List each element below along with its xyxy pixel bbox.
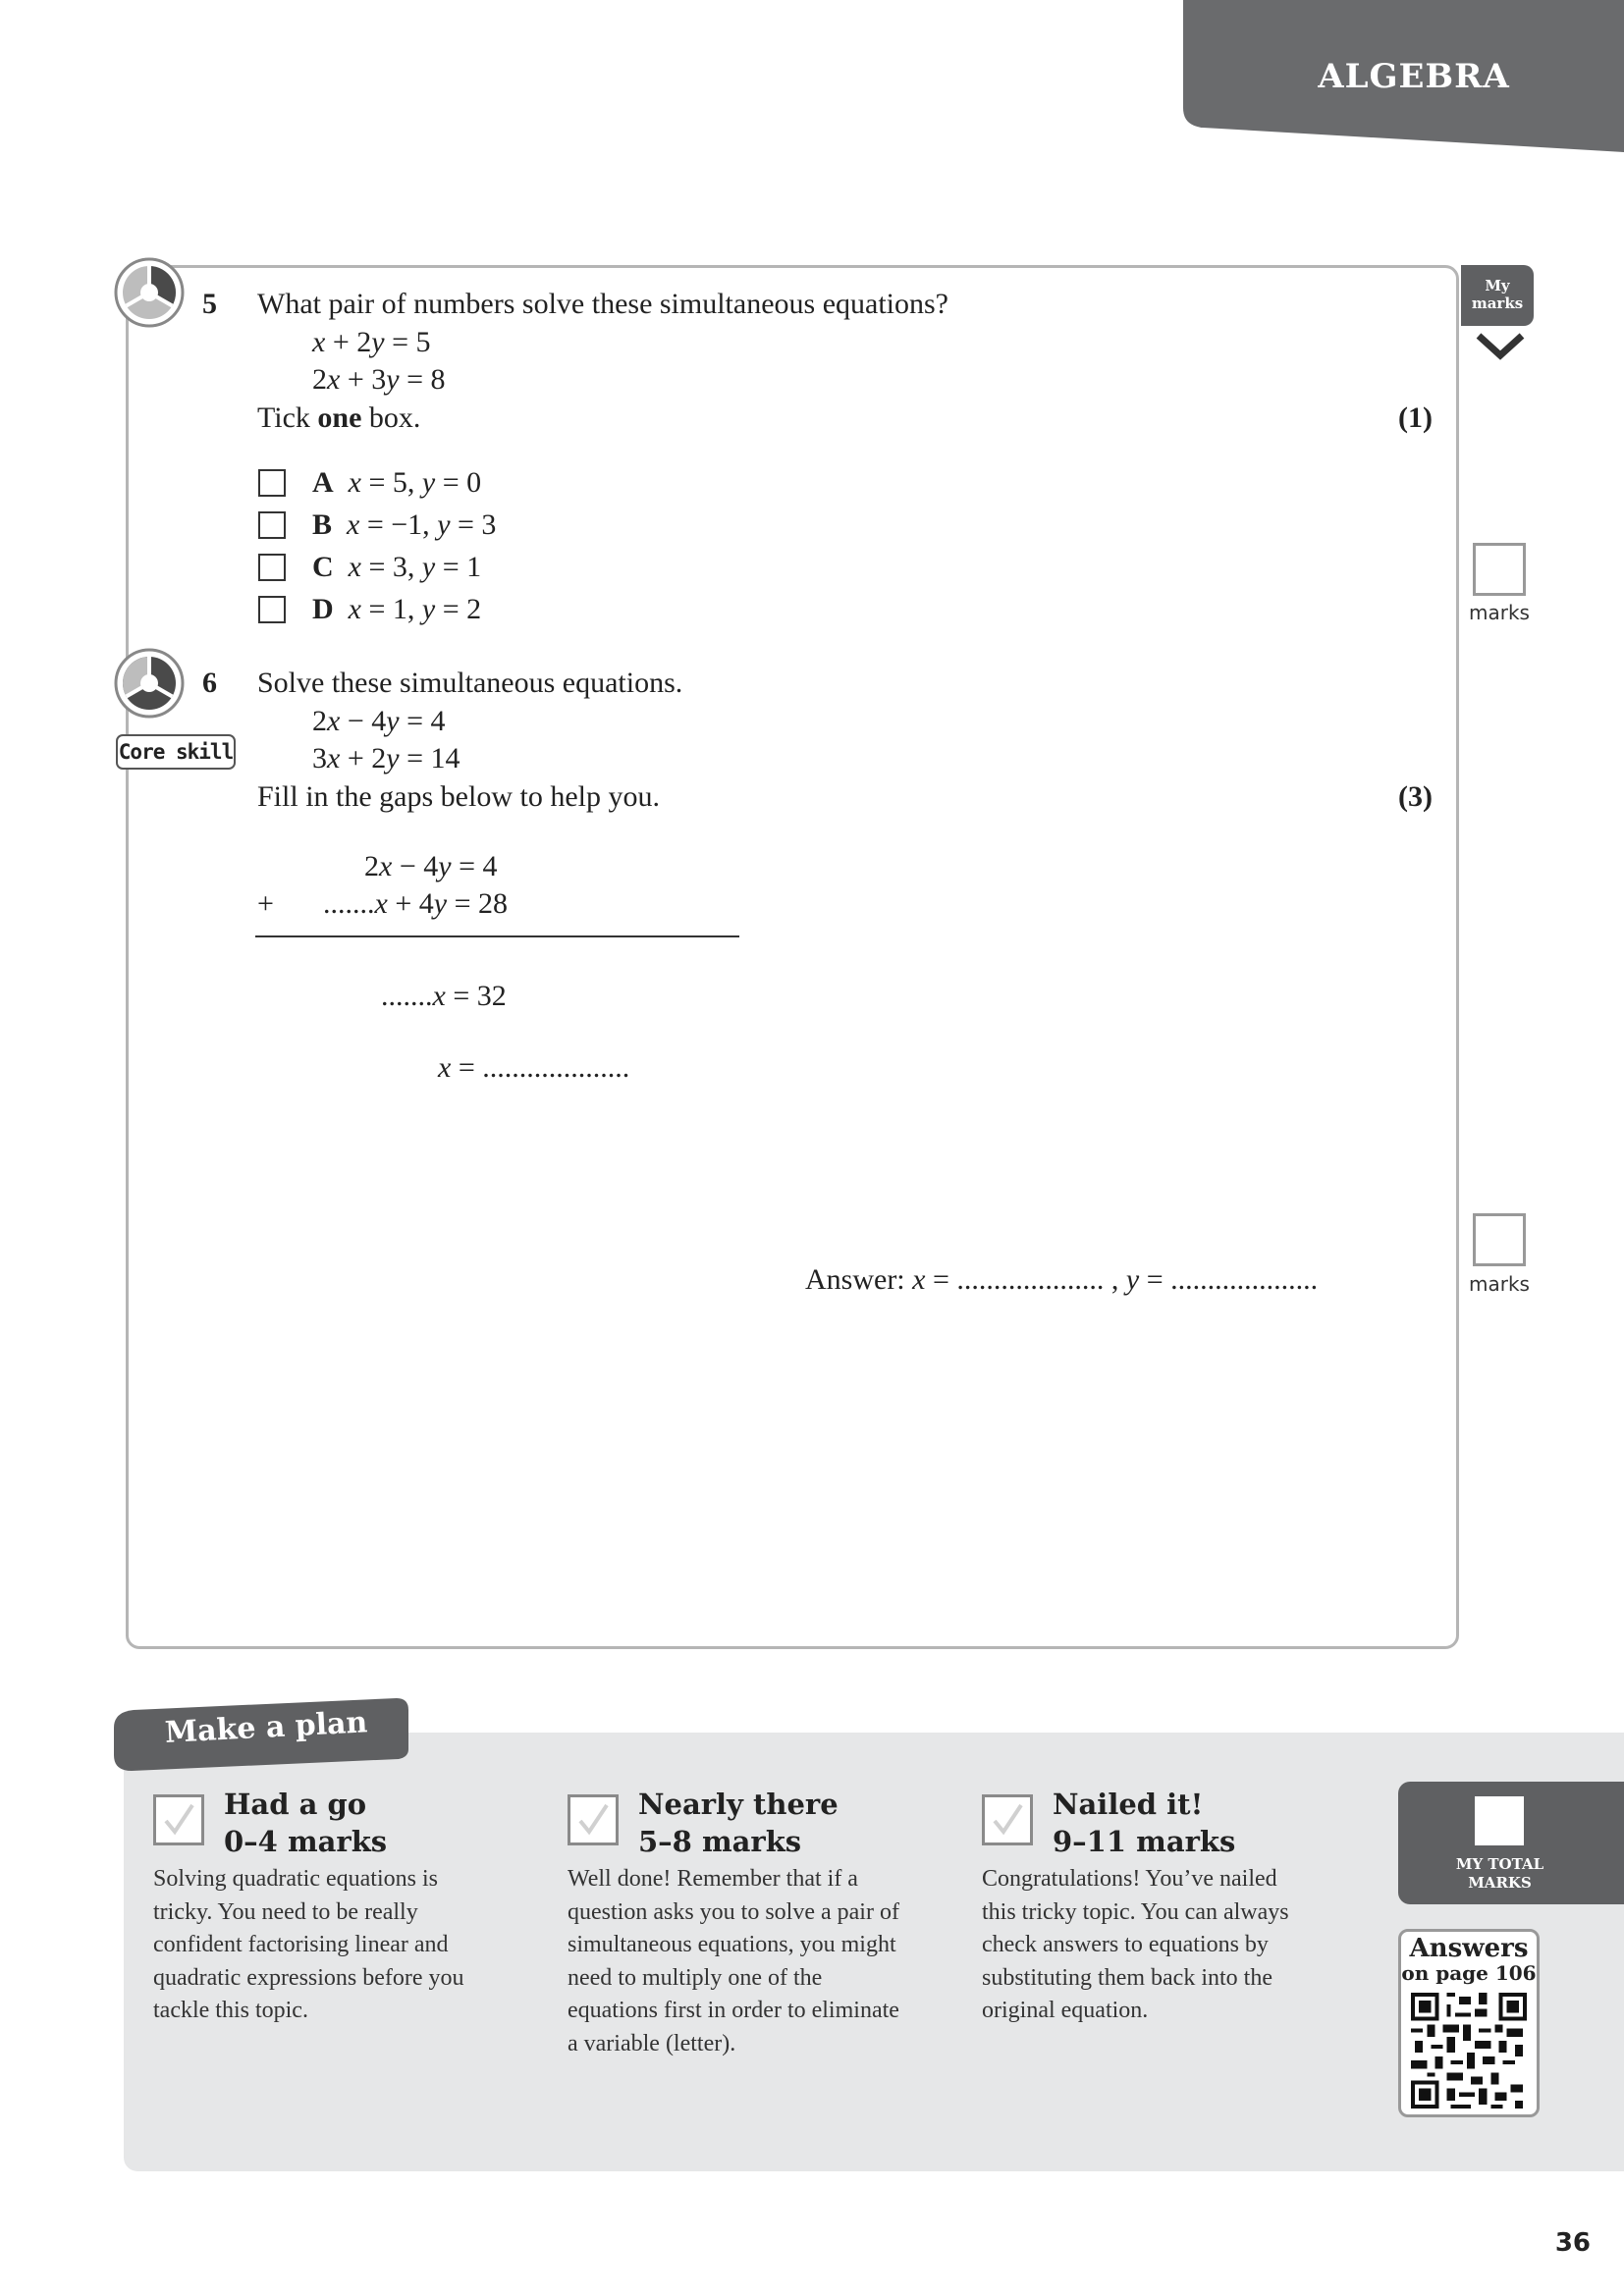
question-prompt: What pair of numbers solve these simultaneous equations? [257, 288, 948, 320]
nailed-it-checkbox[interactable] [982, 1794, 1033, 1845]
question-marks: (3) [1398, 780, 1433, 813]
sum-line [255, 935, 739, 937]
core-skill-badge: Core skill [116, 734, 236, 770]
total-marks-box[interactable] [1475, 1796, 1524, 1845]
question-prompt: Solve these simultaneous equations. [257, 667, 683, 699]
working-line-1: 2x − 4y = 4 [364, 850, 498, 882]
nailed-it-range: 9–11 marks [1053, 1825, 1236, 1858]
nailed-it-heading: Nailed it! [1053, 1788, 1204, 1821]
equation-1: 2x − 4y = 4 [312, 705, 446, 737]
option-a: A x = 5, y = 0 [312, 466, 482, 499]
had-a-go-heading: Had a go [224, 1788, 367, 1821]
option-d-checkbox[interactable] [258, 596, 286, 623]
chevron-down-icon [1475, 330, 1526, 361]
topic-title: ALGEBRA [1318, 57, 1510, 96]
answer-line[interactable]: Answer: x = .................... , y = .................... [805, 1263, 1319, 1296]
check-icon [156, 1797, 201, 1842]
option-b-checkbox[interactable] [258, 511, 286, 539]
had-a-go-description: Solving quadratic equations is tricky. You need to be really confident factorising linear and quadratic expressions before you tackle this topic. [153, 1866, 464, 2023]
question-number: 6 [202, 667, 217, 699]
fill-instruction: Fill in the gaps below to help you. [257, 780, 660, 813]
check-icon [985, 1797, 1030, 1842]
had-a-go-checkbox[interactable] [153, 1794, 204, 1845]
option-c: C x = 3, y = 1 [312, 551, 482, 583]
option-c-checkbox[interactable] [258, 554, 286, 581]
marks-caption: marks [1469, 601, 1530, 624]
question-number: 5 [202, 288, 217, 320]
working-line-2[interactable]: .......x + 4y = 28 [323, 887, 508, 920]
page-number: 36 [1554, 2228, 1591, 2258]
nearly-there-heading: Nearly there [638, 1788, 839, 1821]
equation-2: 3x + 2y = 14 [312, 742, 460, 774]
my-marks-label: My marks [1471, 277, 1524, 312]
equation-1: x + 2y = 5 [312, 326, 431, 358]
marks-box[interactable] [1473, 1213, 1526, 1266]
had-a-go-range: 0–4 marks [224, 1825, 388, 1858]
marks-caption: marks [1469, 1272, 1530, 1296]
nearly-there-range: 5–8 marks [638, 1825, 802, 1858]
qr-code-icon[interactable] [1411, 1993, 1527, 2109]
difficulty-dial-icon [114, 257, 185, 328]
option-d: D x = 1, y = 2 [312, 593, 482, 625]
working-line-3[interactable]: .......x = 32 [381, 980, 507, 1012]
tick-instruction: Tick one box. [257, 401, 421, 434]
working-line-4[interactable]: x = .................... [438, 1051, 630, 1084]
question-marks: (1) [1398, 401, 1433, 434]
option-a-checkbox[interactable] [258, 469, 286, 497]
equation-2: 2x + 3y = 8 [312, 363, 446, 396]
marks-box[interactable] [1473, 543, 1526, 596]
answers-title: Answers [1409, 1934, 1529, 1963]
my-total-marks-label: MY TOTAL MARKS [1455, 1855, 1544, 1892]
nearly-there-description: Well done! Remember that if a question asks you to solve a pair of simultaneous equations, you might need to multiply one of the equations first in order to eliminate a variable (letter). [568, 1866, 899, 2056]
make-a-plan-title: Make a plan [164, 1705, 369, 1750]
check-icon [570, 1797, 616, 1842]
nearly-there-checkbox[interactable] [568, 1794, 619, 1845]
option-b: B x = −1, y = 3 [312, 508, 497, 541]
plus-sign: + [257, 887, 274, 920]
difficulty-dial-icon [114, 648, 185, 719]
answers-page-ref: on page 106 [1401, 1961, 1537, 1985]
nailed-it-description: Congratulations! You’ve nailed this tricky topic. You can always check answers to equations by substituting them back into the original equation. [982, 1866, 1289, 2023]
